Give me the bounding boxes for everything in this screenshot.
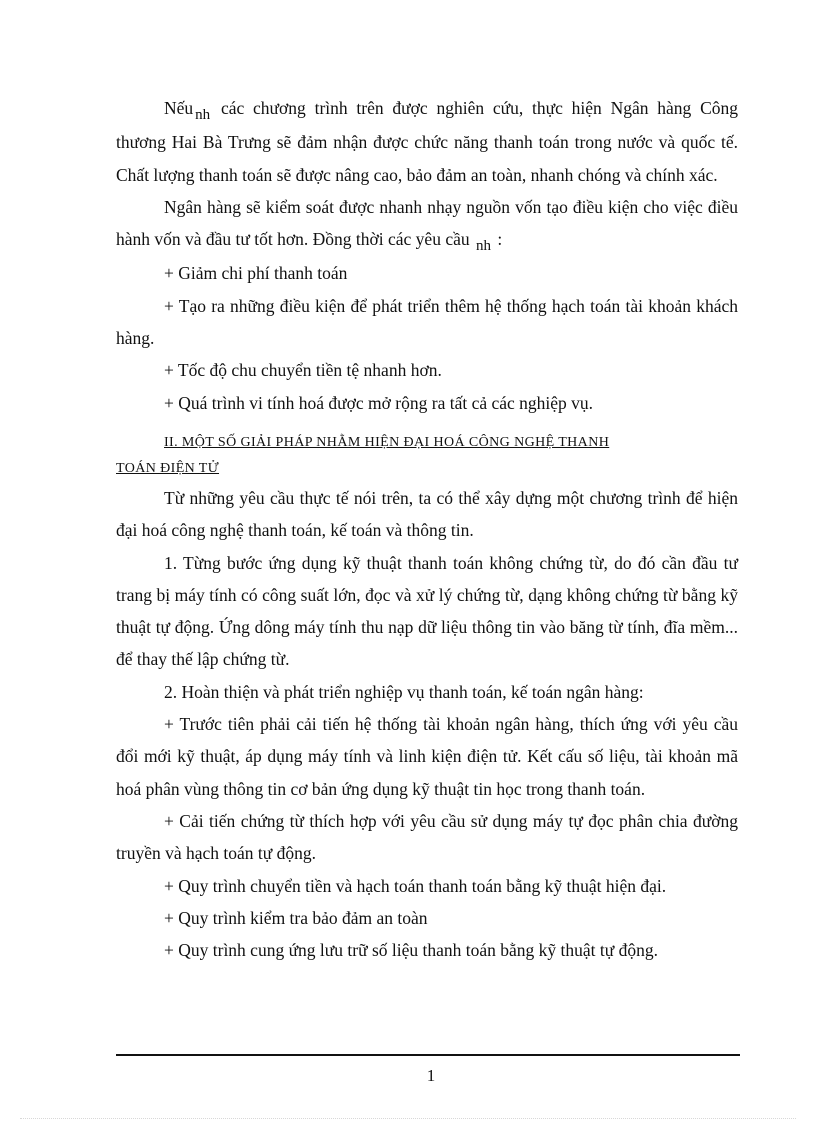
paragraph-intro-start: Nếu bbox=[164, 98, 194, 118]
section-heading-continued bbox=[116, 456, 738, 482]
document-body bbox=[116, 92, 738, 966]
bullet-item: + Tạo ra những điều kiện để phát triển thêm hệ thống hạch toán tài khoản khách hàng. bbox=[116, 295, 738, 349]
numbered-item-1: 1. Từng bước ứng dụng kỹ thuật thanh toán không chứng từ, do đó cần đầu tư trang bị máy tính có công suất lớn, đọc và xử lý chứng từ, dạng không chứng từ bằng kỹ thuật tự động. Ứng dông máy tính thu nạp dữ liệu thông tin vào băng từ tính, đĩa mềm... để thay thế lập chứng từ. bbox=[116, 552, 738, 670]
footer-divider bbox=[116, 1054, 740, 1056]
section-heading-line2: TOÁN ĐIỆN TỬ bbox=[116, 460, 220, 476]
bullet-item: + Trước tiên phải cải tiến hệ thống tài khoản ngân hàng, thích ứng với yêu cầu đổi mới kỹ thuật, áp dụng máy tính và linh kiện điện tử. Kết cấu số liệu, tài khoản mã hoá phân vùng thông tin cơ bản ứng dụng kỹ thuật tin học trong thanh toán. bbox=[116, 714, 738, 799]
bullet-item: + Tốc độ chu chuyển tiền tệ nhanh hơn. bbox=[164, 360, 442, 381]
paragraph-intro-rest: các chương trình trên được nghiên cứu, thực hiện Ngân hàng Công thương Hai Bà Trưng sẽ đảm nhận được chức năng thanh toán trong nước và quốc tế. Chất lượng thanh toán sẽ được nâng cao, bảo đảm an toàn, nhanh chóng và chính xác. bbox=[116, 98, 739, 185]
numbered-item-2: 2. Hoàn thiện và phát triển nghiệp vụ thanh toán, kế toán ngân hàng: bbox=[164, 681, 644, 702]
paragraph-control-colon: : bbox=[497, 229, 503, 250]
section-heading bbox=[116, 430, 738, 456]
paragraph-control bbox=[116, 191, 738, 258]
paragraph-control-text: Ngân hàng sẽ kiểm soát được nhanh nhạy nguồn vốn tạo điều kiện cho việc điều hành vốn và đầu tư tốt hơn. Đồng thời các yêu cầu bbox=[116, 196, 738, 250]
page-bottom-dotted-edge bbox=[20, 1118, 796, 1119]
subscript-fragment: nh bbox=[475, 238, 491, 255]
bullet-item: + Quy trình cung ứng lưu trữ số liệu thanh toán bằng kỹ thuật tự động. bbox=[164, 940, 658, 961]
bullet-item: + Quy trình kiểm tra bảo đảm an toàn bbox=[164, 907, 428, 928]
bullet-item: + Cải tiến chứng từ thích hợp với yêu cầu sử dụng máy tự đọc phân chia đường truyền và hạch toán tự động. bbox=[116, 810, 738, 864]
bullet-item: + Quá trình vi tính hoá được mở rộng ra tất cả các nghiệp vụ. bbox=[164, 392, 594, 413]
paragraph-requirements: Từ những yêu cầu thực tế nói trên, ta có thể xây dựng một chương trình để hiện đại hoá công nghệ thanh toán, kế toán và thông tin. bbox=[116, 487, 738, 541]
page-number: 1 bbox=[426, 1066, 436, 1085]
bullet-item: + Giảm chi phí thanh toán bbox=[164, 263, 348, 284]
subscript-fragment: nh bbox=[195, 107, 211, 123]
paragraph-intro bbox=[116, 92, 738, 191]
bullet-item: + Quy trình chuyển tiền và hạch toán thanh toán bằng kỹ thuật hiện đại. bbox=[164, 875, 667, 896]
section-heading-line1: II. MỘT SỐ GIẢI PHÁP NHẰM HIỆN ĐẠI HOÁ CÔNG NGHỆ THANH bbox=[164, 434, 610, 450]
